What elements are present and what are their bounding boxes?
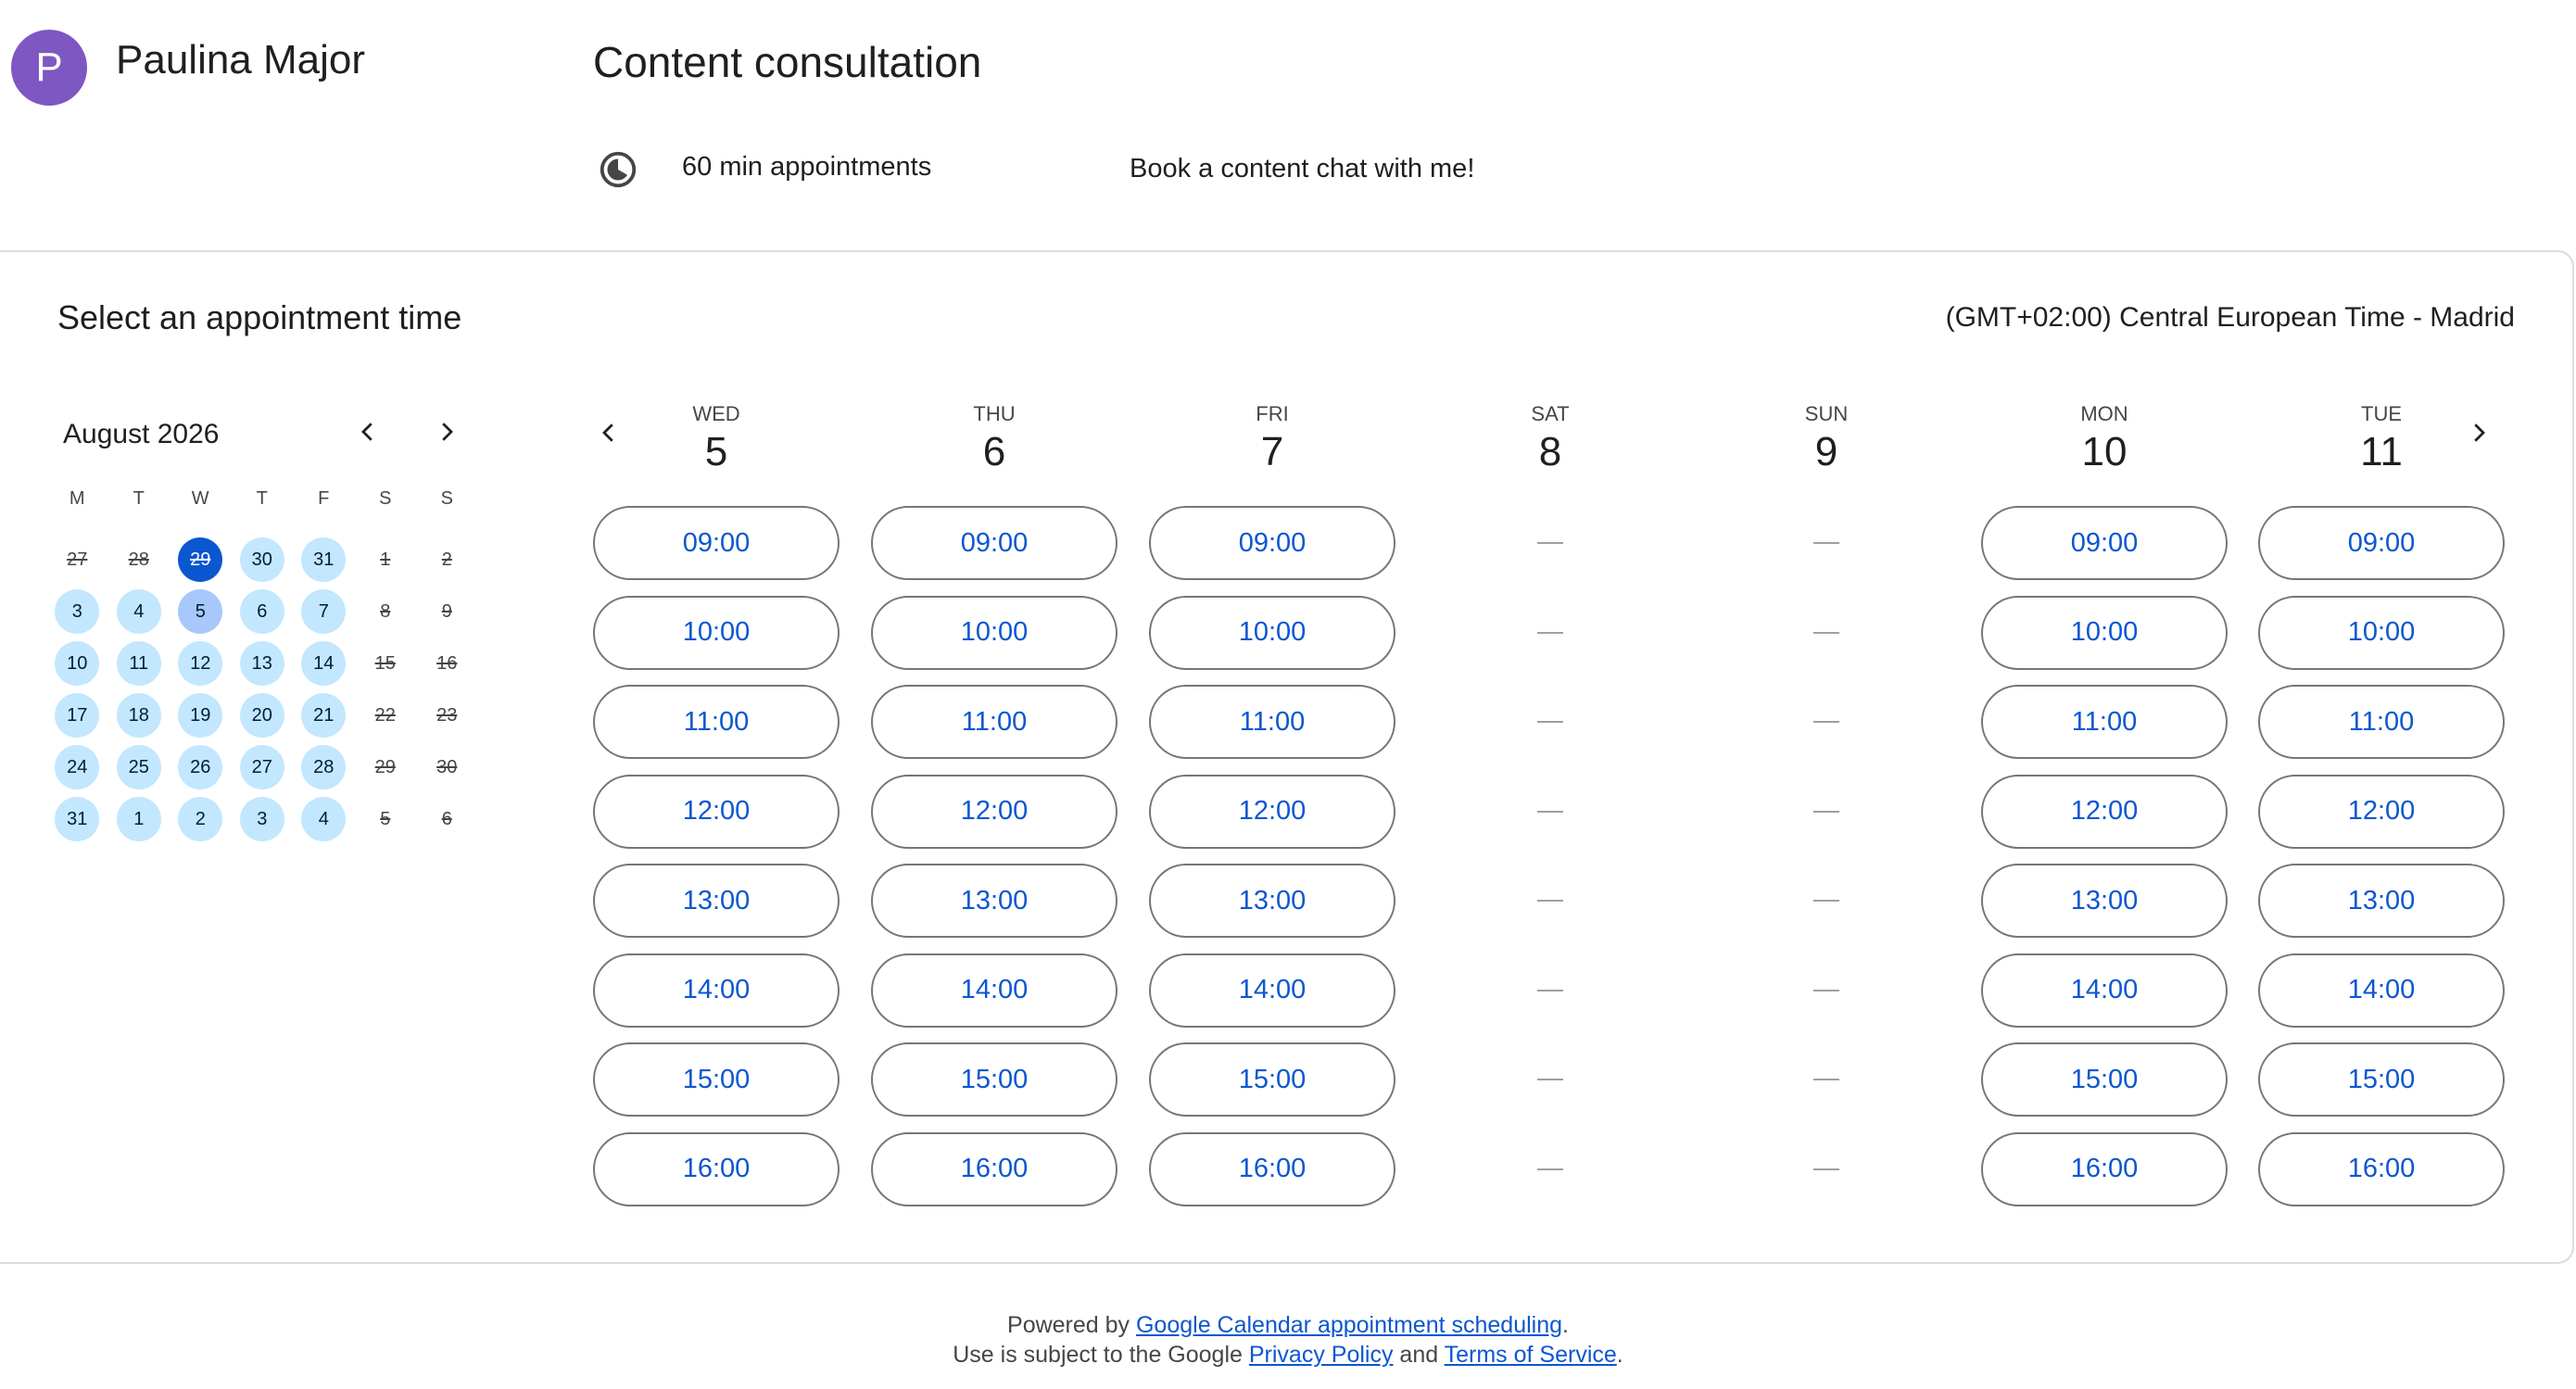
day-of-week: SAT <box>1531 402 1570 425</box>
mini-calendar-day-number: 2 <box>441 549 452 570</box>
day-column <box>1427 400 1673 1221</box>
mini-calendar-day-number: 30 <box>240 537 284 582</box>
time-slot-button[interactable]: 10:00 <box>1981 596 2228 670</box>
no-slot-dash <box>1427 1132 1673 1206</box>
time-slot-button[interactable]: 10:00 <box>1149 596 1395 670</box>
day-number: 6 <box>982 429 1006 474</box>
mini-calendar-day[interactable] <box>170 586 232 638</box>
time-slot-button[interactable]: 16:00 <box>1981 1132 2228 1206</box>
day-number: 10 <box>2081 429 2128 474</box>
mini-calendar-day[interactable] <box>293 638 355 689</box>
time-slot-button[interactable]: 10:00 <box>871 596 1118 670</box>
day-number: 8 <box>1538 429 1562 474</box>
no-slot-dash <box>1427 953 1673 1028</box>
day-header <box>1703 400 1950 476</box>
mini-calendar-day[interactable] <box>170 689 232 741</box>
mini-calendar-day-number: 25 <box>117 745 161 789</box>
footer-text: . <box>1562 1312 1569 1338</box>
mini-calendar-day[interactable] <box>232 534 294 586</box>
mini-calendar-day-number: 20 <box>240 693 284 738</box>
mini-calendar-month: August 2026 <box>63 419 220 449</box>
mini-calendar-day-number: 30 <box>436 756 458 777</box>
footer-powered <box>0 1312 2576 1339</box>
owner-name: Paulina Major <box>116 37 366 82</box>
mini-calendar-day-number: 12 <box>178 641 222 686</box>
time-slot-button[interactable]: 11:00 <box>593 685 840 759</box>
time-slot-button[interactable]: 11:00 <box>871 685 1118 759</box>
mini-calendar-day-number: 27 <box>67 549 88 570</box>
page-title: Content consultation <box>593 38 982 86</box>
day-of-week: WED <box>692 402 740 425</box>
time-slot-button[interactable]: 13:00 <box>1981 864 2228 938</box>
day-number: 11 <box>2360 429 2403 474</box>
time-slot-button[interactable]: 09:00 <box>2258 506 2505 580</box>
mini-calendar-day-number: 6 <box>441 808 452 829</box>
mini-calendar-day-number: 14 <box>301 641 346 686</box>
mini-calendar-day-number: 5 <box>380 808 391 829</box>
day-column <box>1981 400 2228 1221</box>
mini-calendar-day[interactable] <box>293 586 355 638</box>
time-slot-button[interactable]: 14:00 <box>593 953 840 1028</box>
mini-calendar-day-number: 22 <box>374 704 396 726</box>
time-slot-button[interactable]: 11:00 <box>2258 685 2505 759</box>
day-of-week: THU <box>973 402 1016 425</box>
no-slot-dash <box>1703 864 1950 938</box>
no-slot-dash <box>1703 506 1950 580</box>
time-slot-button[interactable]: 12:00 <box>593 775 840 849</box>
mini-calendar-day[interactable] <box>232 586 294 638</box>
day-column <box>1149 400 1395 1221</box>
mini-calendar-day[interactable] <box>108 586 170 638</box>
no-slot-dash <box>1703 1132 1950 1206</box>
day-column <box>593 400 840 1221</box>
mini-calendar-day-number: 1 <box>117 797 161 841</box>
mini-calendar-day[interactable] <box>46 793 108 845</box>
footer-text: Powered by <box>1007 1312 1136 1338</box>
select-heading: Select an appointment time <box>57 298 462 336</box>
mini-calendar-day <box>46 534 108 586</box>
mini-calendar-day-number: 18 <box>117 693 161 738</box>
footer-terms <box>0 1342 2576 1369</box>
mini-calendar-day <box>355 638 417 689</box>
time-slot-button[interactable]: 16:00 <box>1149 1132 1395 1206</box>
mini-calendar-day[interactable] <box>108 689 170 741</box>
day-header <box>1981 400 2228 476</box>
mini-calendar-day[interactable] <box>293 741 355 793</box>
weekday-label: F <box>318 487 330 509</box>
day-header <box>871 400 1118 476</box>
time-slot-button[interactable]: 13:00 <box>871 864 1118 938</box>
weekday-label: M <box>69 487 85 509</box>
duration-text: 60 min appointments <box>682 152 932 182</box>
mini-calendar-day[interactable] <box>170 638 232 689</box>
day-header <box>1149 400 1395 476</box>
mini-calendar-day[interactable] <box>108 741 170 793</box>
mini-calendar-day-number: 3 <box>240 797 284 841</box>
time-slot-button[interactable]: 15:00 <box>1981 1042 2228 1117</box>
mini-calendar-day-number: 31 <box>55 797 99 841</box>
no-slot-dash <box>1427 685 1673 759</box>
no-slot-dash <box>1703 1042 1950 1117</box>
day-number: 5 <box>704 429 728 474</box>
mini-calendar-day-number: 7 <box>301 589 346 634</box>
mini-calendar-day <box>416 586 478 638</box>
mini-calendar-day[interactable] <box>232 689 294 741</box>
no-slot-dash <box>1427 506 1673 580</box>
description: Book a content chat with me! <box>1130 154 1475 183</box>
day-column <box>871 400 1118 1221</box>
time-slot-button[interactable]: 10:00 <box>2258 596 2505 670</box>
mini-calendar-day-number: 26 <box>178 745 222 789</box>
day-of-week: TUE <box>2361 402 2402 425</box>
mini-calendar-day[interactable] <box>293 793 355 845</box>
time-slot-button[interactable]: 09:00 <box>871 506 1118 580</box>
day-number: 9 <box>1814 429 1838 474</box>
chevron-left-icon <box>354 418 382 446</box>
mini-calendar-day <box>108 534 170 586</box>
mini-calendar-day[interactable] <box>108 638 170 689</box>
day-header <box>1427 400 1673 476</box>
terms-of-service-link[interactable]: Terms of Service <box>1444 1342 1617 1368</box>
no-slot-dash <box>1703 596 1950 670</box>
no-slot-dash <box>1427 864 1673 938</box>
mini-calendar-day-number: 9 <box>441 600 452 622</box>
next-month-button[interactable] <box>422 407 472 457</box>
mini-calendar-day-number: 24 <box>55 745 99 789</box>
mini-calendar-day-number: 17 <box>55 693 99 738</box>
time-slot-button[interactable]: 11:00 <box>1981 685 2228 759</box>
mini-calendar-day-number: 4 <box>301 797 346 841</box>
no-slot-dash <box>1703 685 1950 759</box>
no-slot-dash <box>1427 596 1673 670</box>
mini-calendar-day-number: 29 <box>178 537 222 582</box>
mini-calendar-day[interactable] <box>46 741 108 793</box>
mini-calendar-day <box>355 741 417 793</box>
mini-calendar-day <box>416 689 478 741</box>
day-of-week: SUN <box>1804 402 1849 425</box>
mini-calendar-day-number: 16 <box>436 652 458 674</box>
time-slot-button[interactable]: 12:00 <box>2258 775 2505 849</box>
weekday-label: T <box>256 487 268 509</box>
time-slot-button[interactable]: 10:00 <box>593 596 840 670</box>
weekday-label: W <box>191 487 209 509</box>
time-slot-button[interactable]: 15:00 <box>2258 1042 2505 1117</box>
time-slot-button[interactable]: 09:00 <box>1149 506 1395 580</box>
mini-calendar-day <box>355 586 417 638</box>
powered-by-link[interactable]: Google Calendar appointment scheduling <box>1135 1312 1563 1338</box>
previous-month-button[interactable] <box>343 407 393 457</box>
day-of-week: FRI <box>1256 402 1289 425</box>
weekday-label: S <box>440 487 453 509</box>
mini-calendar-day-number: 29 <box>374 756 396 777</box>
time-slot-button[interactable]: 12:00 <box>1149 775 1395 849</box>
mini-calendar-day <box>416 741 478 793</box>
weekday-label: S <box>379 487 392 509</box>
time-slot-button[interactable]: 13:00 <box>593 864 840 938</box>
mini-calendar-day[interactable] <box>170 793 232 845</box>
mini-calendar-day[interactable] <box>108 793 170 845</box>
mini-calendar-day-number: 13 <box>240 641 284 686</box>
mini-calendar-day <box>355 689 417 741</box>
mini-calendar-day <box>416 793 478 845</box>
time-slot-button[interactable]: 14:00 <box>1981 953 2228 1028</box>
time-slot-button[interactable]: 14:00 <box>2258 953 2505 1028</box>
chevron-right-icon <box>433 418 461 446</box>
no-slot-dash <box>1703 775 1950 849</box>
mini-calendar-day-number: 23 <box>436 704 458 726</box>
no-slot-dash <box>1427 775 1673 849</box>
weekday-label: T <box>133 487 145 509</box>
mini-calendar-day-number: 27 <box>240 745 284 789</box>
mini-calendar-day <box>416 534 478 586</box>
footer-text: and <box>1393 1342 1445 1368</box>
avatar: P <box>11 30 87 106</box>
mini-calendar-day <box>416 638 478 689</box>
mini-calendar-day[interactable] <box>232 741 294 793</box>
mini-calendar-day[interactable] <box>170 741 232 793</box>
mini-calendar-day[interactable] <box>232 638 294 689</box>
mini-calendar-day-number: 11 <box>117 641 161 686</box>
mini-calendar-day-number: 1 <box>380 549 391 570</box>
footer-text: . <box>1616 1342 1623 1368</box>
time-slot-button[interactable]: 15:00 <box>1149 1042 1395 1117</box>
mini-calendar-day[interactable] <box>46 638 108 689</box>
day-column <box>2258 400 2505 1221</box>
mini-calendar-day-number: 3 <box>55 589 99 634</box>
time-slot-button[interactable]: 09:00 <box>1981 506 2228 580</box>
time-slot-button[interactable]: 12:00 <box>871 775 1118 849</box>
time-slot-button[interactable]: 13:00 <box>2258 864 2505 938</box>
mini-calendar-day <box>355 793 417 845</box>
day-header <box>2258 400 2505 476</box>
mini-calendar-day-number: 21 <box>301 693 346 738</box>
day-of-week: MON <box>2080 402 2128 425</box>
mini-calendar-day-number: 15 <box>374 652 396 674</box>
mini-calendar-day[interactable] <box>293 534 355 586</box>
mini-calendar <box>46 482 478 845</box>
mini-calendar-day[interactable] <box>293 689 355 741</box>
footer-text: Use is subject to the Google <box>953 1342 1249 1368</box>
no-slot-dash <box>1427 1042 1673 1117</box>
day-number: 7 <box>1260 429 1284 474</box>
mini-calendar-day[interactable] <box>232 793 294 845</box>
time-slot-button[interactable]: 09:00 <box>593 506 840 580</box>
mini-calendar-day <box>355 534 417 586</box>
privacy-policy-link[interactable]: Privacy Policy <box>1248 1342 1394 1368</box>
time-slot-button[interactable]: 14:00 <box>871 953 1118 1028</box>
time-slot-button[interactable]: 16:00 <box>593 1132 840 1206</box>
time-slot-button[interactable]: 12:00 <box>1981 775 2228 849</box>
mini-calendar-day-number: 19 <box>178 693 222 738</box>
mini-calendar-day-number: 4 <box>117 589 161 634</box>
mini-calendar-day-number: 31 <box>301 537 346 582</box>
mini-calendar-day-number: 8 <box>380 600 391 622</box>
time-slot-button[interactable]: 15:00 <box>871 1042 1118 1117</box>
mini-calendar-day-number: 6 <box>240 589 284 634</box>
day-column <box>1703 400 1950 1221</box>
timelapse-icon <box>597 148 639 191</box>
time-slot-button[interactable]: 14:00 <box>1149 953 1395 1028</box>
mini-calendar-day-number: 2 <box>178 797 222 841</box>
mini-calendar-day[interactable] <box>170 534 232 586</box>
time-slot-button[interactable]: 13:00 <box>1149 864 1395 938</box>
mini-calendar-day-number: 28 <box>301 745 346 789</box>
day-header <box>593 400 840 476</box>
mini-calendar-day[interactable] <box>46 586 108 638</box>
no-slot-dash <box>1703 953 1950 1028</box>
time-slot-button[interactable]: 15:00 <box>593 1042 840 1117</box>
mini-calendar-day-number: 5 <box>178 589 222 634</box>
time-slot-button[interactable]: 16:00 <box>871 1132 1118 1206</box>
mini-calendar-day-number: 10 <box>55 641 99 686</box>
mini-calendar-day[interactable] <box>46 689 108 741</box>
time-slot-button[interactable]: 11:00 <box>1149 685 1395 759</box>
timezone-selector[interactable]: (GMT+02:00) Central European Time - Madrid <box>1945 302 2515 333</box>
time-slot-button[interactable]: 16:00 <box>2258 1132 2505 1206</box>
mini-calendar-day-number: 28 <box>128 549 149 570</box>
